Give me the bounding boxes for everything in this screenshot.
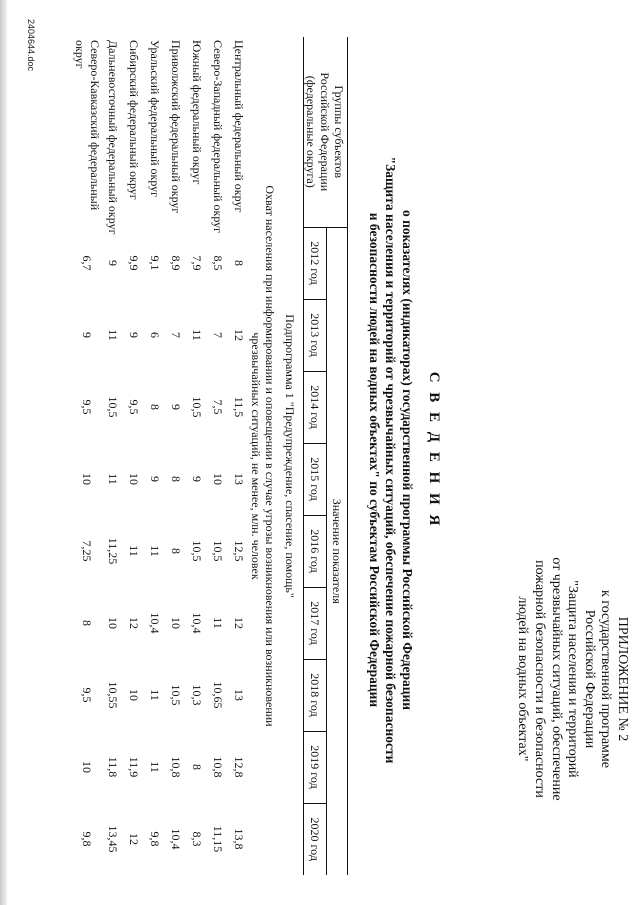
- value-cell: 8: [232, 260, 246, 266]
- document-subtitle: [366, 75, 416, 845]
- region-name-line: Северо-Кавказский федеральный: [88, 40, 102, 211]
- value-cell: 10: [211, 473, 225, 485]
- value-cell: 9: [80, 332, 95, 338]
- value-cell: 12: [232, 329, 246, 341]
- value-cell: 8: [169, 548, 183, 554]
- table-row: [144, 37, 165, 875]
- value-cell: 10: [169, 617, 183, 629]
- value-cell: 7: [211, 332, 225, 338]
- value-cell: 13,8: [232, 828, 246, 850]
- value-cell: 10,4: [190, 612, 204, 634]
- appendix-line: к государственной программе: [598, 590, 614, 768]
- year-header: 2017 год: [304, 587, 327, 659]
- value-cell: 11: [106, 329, 120, 341]
- value-cell: 11,5: [232, 396, 246, 418]
- value-cell: 9,8: [148, 831, 162, 847]
- year-header: 2018 год: [304, 659, 327, 731]
- region-group-header: [304, 37, 348, 227]
- value-cell: 13,45: [106, 825, 120, 853]
- subtitle-line: и безопасности людей на водных объектах" по субъектам Российской Федерации: [367, 212, 382, 708]
- value-cell: 9,5: [80, 399, 95, 415]
- value-cell: 10,3: [190, 684, 204, 706]
- subprogram-title: Подпрограмма 1 "Предупреждение, спасение, помощь": [283, 314, 298, 598]
- value-cell: 9: [127, 332, 141, 338]
- value-cell: 9: [169, 404, 183, 410]
- appendix-line: от чрезвычайных ситуаций, обеспечение: [548, 557, 564, 801]
- value-cell: 9: [148, 476, 162, 482]
- year-header: 2016 год: [304, 515, 327, 587]
- value-header: Значение показателя: [327, 227, 348, 875]
- value-cell: 7,25: [80, 540, 95, 562]
- indicator-table: [72, 37, 348, 875]
- value-cell: 9: [190, 476, 204, 482]
- value-cell: 10: [127, 473, 141, 485]
- appendix-line: "Защита населения и территорий: [565, 580, 581, 778]
- region-name-cell: [228, 37, 249, 227]
- region-name-line: округ: [73, 40, 87, 69]
- value-cell: 9: [106, 260, 120, 266]
- document-title: С В Е Д Е Н И Я: [426, 371, 442, 529]
- subprogram-row: [277, 37, 304, 875]
- value-cell: 10,65: [211, 681, 225, 709]
- value-cell: 13: [232, 473, 246, 485]
- scan-edge: [0, 0, 7, 905]
- subtitle-line: о показателях (индикаторах) государственной программы Российской Федерации: [400, 209, 415, 711]
- value-cell: 10,8: [169, 756, 183, 778]
- value-cell: 11,15: [211, 825, 225, 853]
- document-code: 2404644.doc: [26, 19, 36, 72]
- value-cell: 12: [127, 617, 141, 629]
- value-cell: 8,9: [169, 255, 183, 271]
- year-header: 2014 год: [304, 371, 327, 443]
- value-cell: 8,3: [190, 831, 204, 847]
- value-cell: 12: [232, 617, 246, 629]
- value-cell: 8: [148, 404, 162, 410]
- value-cell: 11,8: [106, 756, 120, 778]
- value-cell: 10,4: [148, 612, 162, 634]
- value-cell: 9,5: [80, 687, 95, 703]
- measure-line: чрезвычайных ситуаций, не менее, млн. человек: [249, 332, 263, 580]
- region-name-line: Дальневосточный федеральный округ: [106, 40, 120, 235]
- value-cell: 6: [148, 332, 162, 338]
- region-name-line: Сибирский федеральный округ: [127, 40, 141, 200]
- region-name-line: Северо-Западный федеральный округ: [211, 40, 225, 234]
- value-cell: 12: [127, 833, 141, 845]
- value-cell: 8: [80, 620, 95, 626]
- value-cell: 10: [80, 473, 95, 485]
- year-header: 2012 год: [304, 227, 327, 299]
- value-cell: 7: [169, 332, 183, 338]
- value-cell: 7,9: [190, 255, 204, 271]
- value-cell: 11: [106, 473, 120, 485]
- table-row: [72, 37, 102, 875]
- value-cell: 10,5: [190, 540, 204, 562]
- value-cell: 8,5: [211, 255, 225, 271]
- value-cell: 11: [148, 761, 162, 773]
- value-cell: 8: [190, 764, 204, 770]
- appendix-line: пожарной безопасности и безопасности: [532, 560, 548, 798]
- value-cell: 10,5: [190, 396, 204, 418]
- value-cell: 10,55: [106, 681, 120, 709]
- value-cell: 6,7: [80, 255, 95, 271]
- year-header: 2019 год: [304, 731, 327, 803]
- value-cell: 11,9: [127, 756, 141, 778]
- measure-title: [249, 37, 277, 875]
- region-name-cell: [102, 37, 123, 235]
- table-row: [228, 37, 249, 875]
- region-name-line: Центральный федеральный округ: [232, 40, 246, 213]
- value-cell: 9,9: [127, 255, 141, 271]
- region-name-cell: [207, 37, 228, 234]
- value-cell: 10,5: [169, 684, 183, 706]
- measure-line: Охват населения при информировании и оповещении в случае угрозы возникновения или возникновении: [263, 185, 277, 727]
- value-cell: 11: [190, 329, 204, 341]
- subtitle-line: "Защита населения и территорий от чрезвычайных ситуаций, обеспечение пожарной безопасности: [383, 156, 399, 764]
- region-name-cell: [165, 37, 186, 227]
- value-cell: 11: [148, 545, 162, 557]
- appendix-line: Российской Федерации: [581, 609, 597, 749]
- year-header: 2020 год: [304, 803, 327, 875]
- table-row: [165, 37, 186, 875]
- region-name-line: Уральский федеральный округ: [148, 40, 162, 198]
- value-cell: 10,4: [169, 828, 183, 850]
- value-cell: 8: [169, 476, 183, 482]
- value-cell: 12,5: [232, 540, 246, 562]
- value-cell: 12,8: [232, 756, 246, 778]
- value-cell: 11: [211, 617, 225, 629]
- region-name-cell: [123, 37, 144, 227]
- table-row: [207, 37, 228, 875]
- table-body: [72, 37, 304, 875]
- value-cell: 9,1: [148, 255, 162, 271]
- year-header: 2015 год: [304, 443, 327, 515]
- value-cell: 10,5: [106, 396, 120, 418]
- measure-row: [249, 37, 277, 875]
- region-name-line: Южный федеральный округ: [190, 40, 204, 185]
- value-cell: 11: [148, 689, 162, 701]
- year-header: 2013 год: [304, 299, 327, 371]
- rotated-document-page: [20, 15, 630, 885]
- region-name-cell: [72, 37, 102, 227]
- header-line: (федеральные округа): [304, 75, 319, 188]
- header-line: Российской Федерации: [318, 72, 333, 192]
- value-cell: 10: [127, 689, 141, 701]
- table-row: [123, 37, 144, 875]
- value-cell: 10: [106, 617, 120, 629]
- table-row: [186, 37, 207, 875]
- region-name-cell: [144, 37, 165, 227]
- value-cell: 7,5: [211, 399, 225, 415]
- region-name-cell: [186, 37, 207, 227]
- value-cell: 9,8: [80, 831, 95, 847]
- value-cell: 11: [127, 545, 141, 557]
- value-cell: 11,25: [106, 537, 120, 565]
- appendix-block: [514, 479, 630, 879]
- value-cell: 10,8: [211, 756, 225, 778]
- appendix-line: людей на водных объектах": [515, 596, 531, 762]
- header-line: Группы субъектов: [332, 85, 347, 179]
- value-cell: 10: [80, 761, 95, 773]
- appendix-line: ПРИЛОЖЕНИЕ № 2: [615, 616, 630, 742]
- region-name-line: Приволжский федеральный округ: [169, 40, 183, 214]
- table-row: [102, 37, 123, 875]
- value-cell: 13: [232, 689, 246, 701]
- value-cell: 9,5: [127, 399, 141, 415]
- value-cell: 10,5: [211, 540, 225, 562]
